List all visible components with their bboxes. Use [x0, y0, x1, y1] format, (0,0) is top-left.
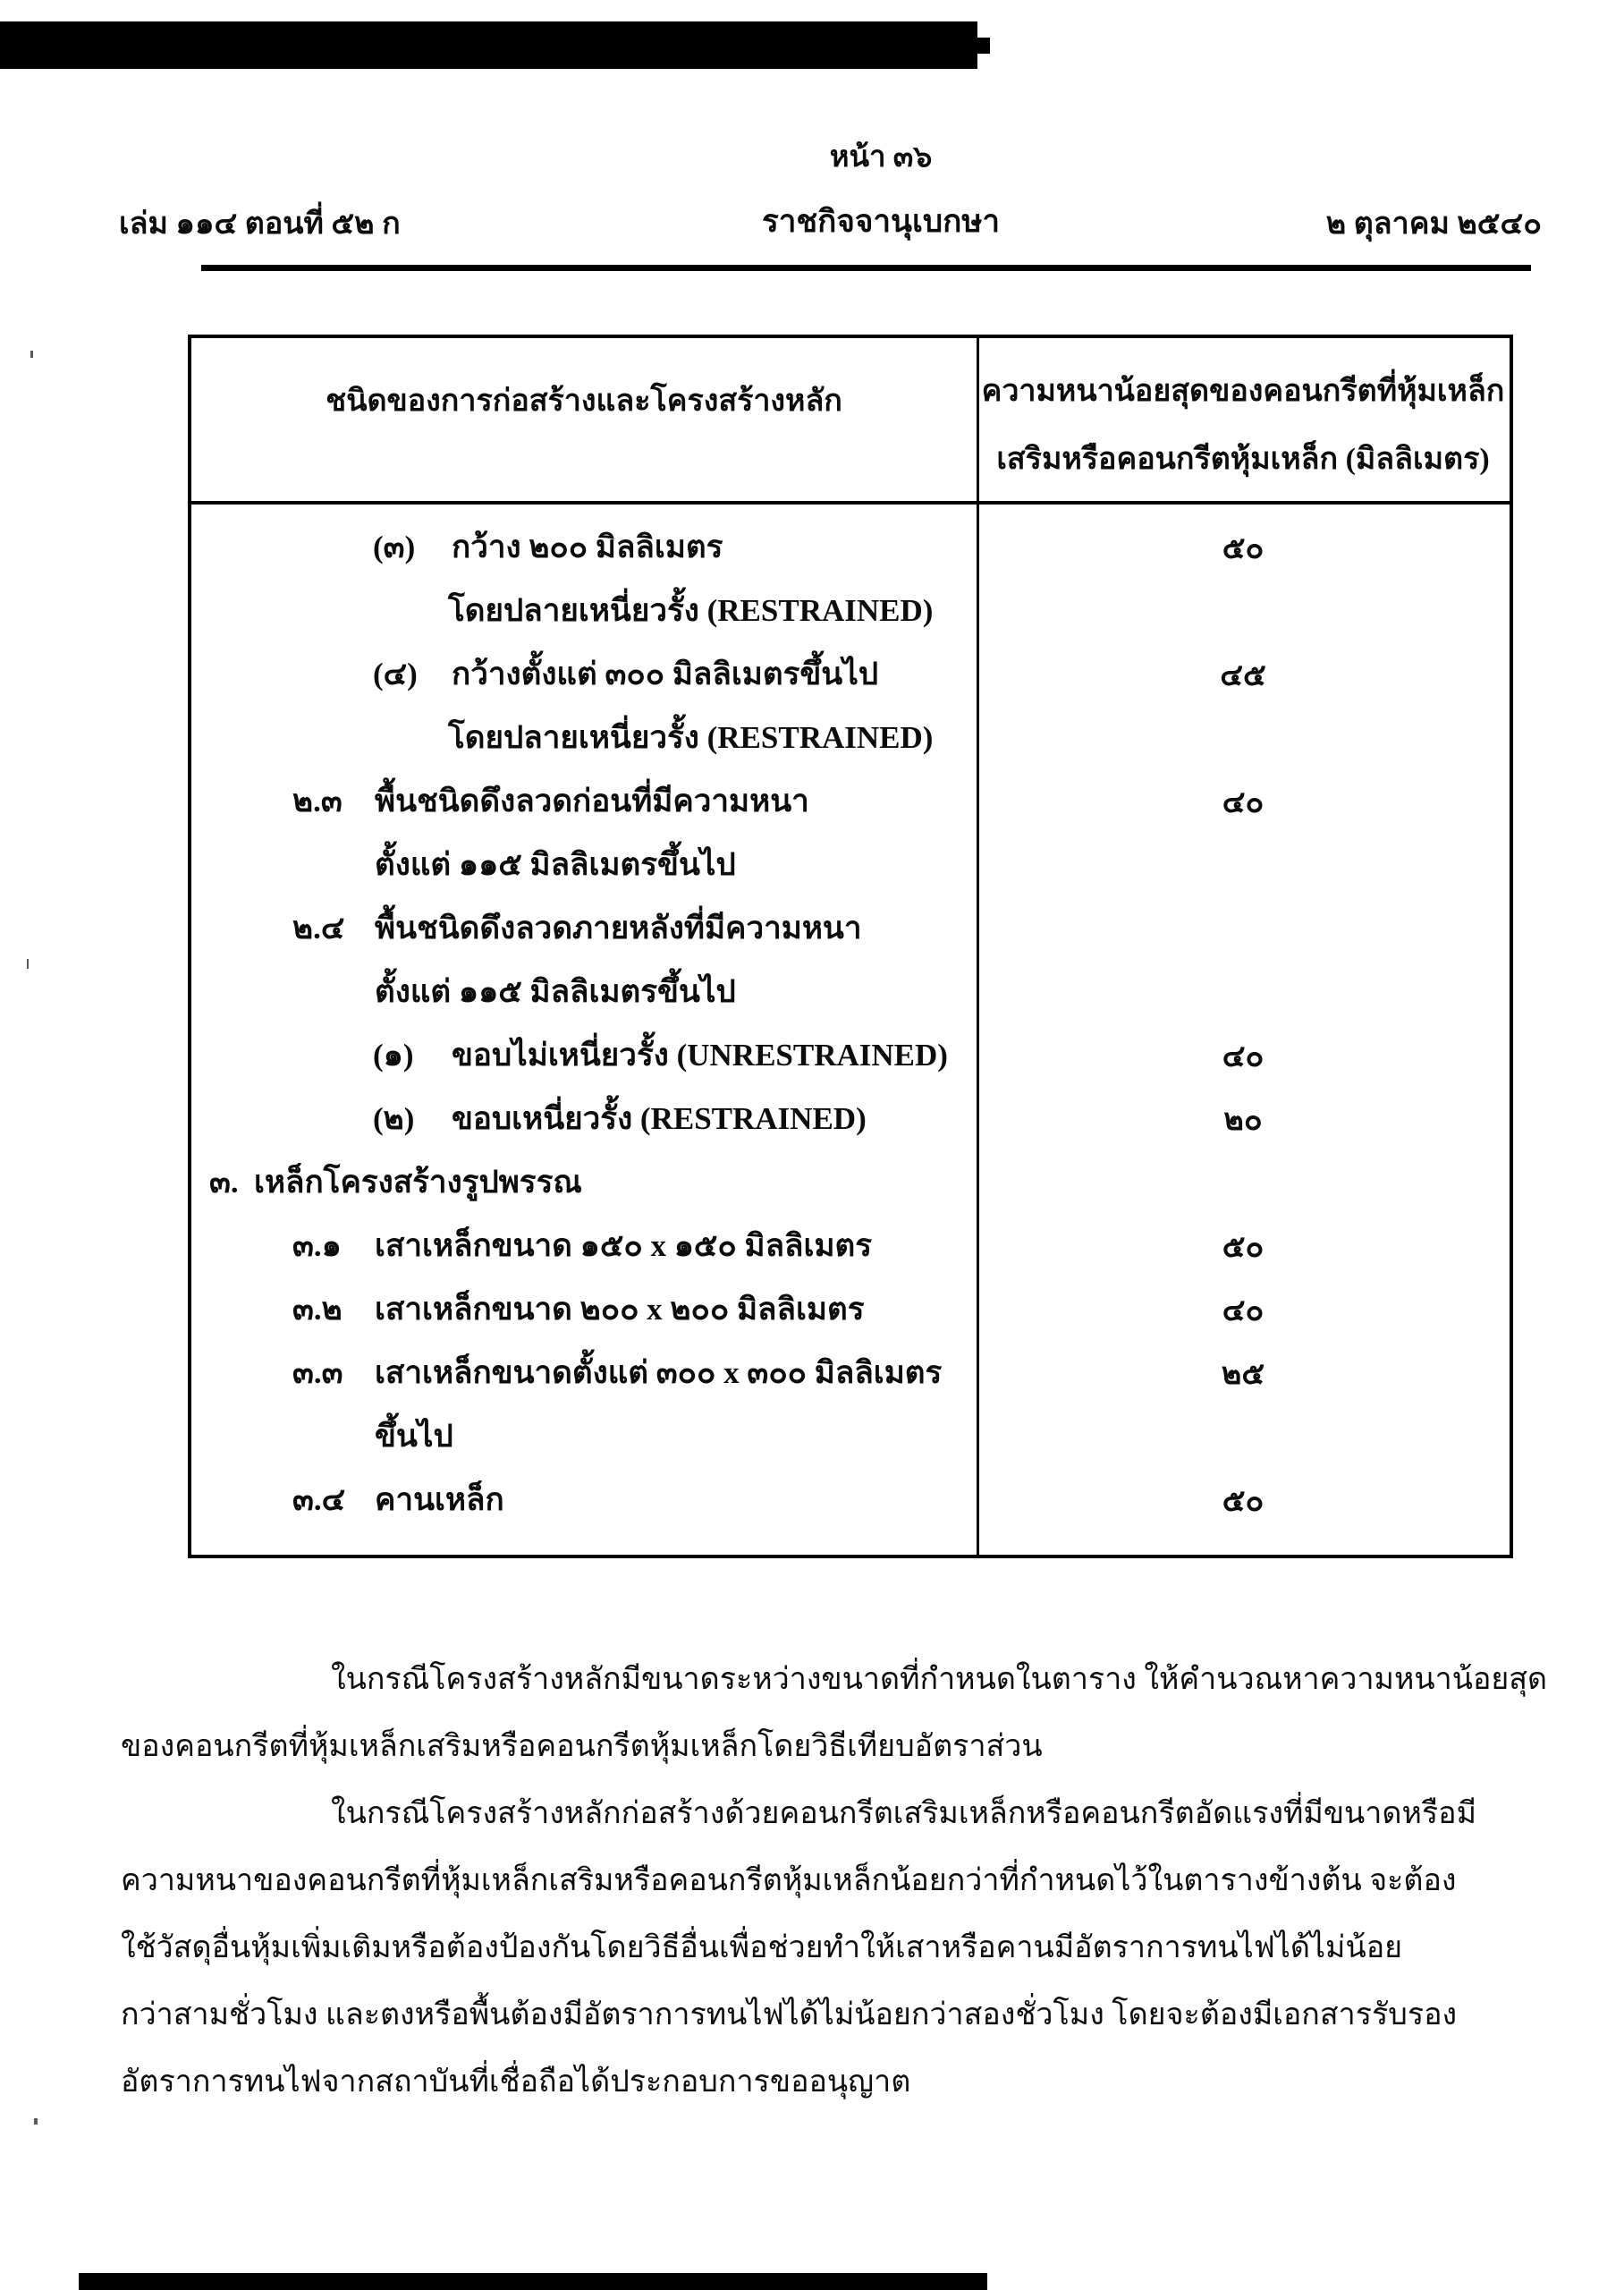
column-header-structure-type: ชนิดของการก่อสร้างและโครงสร้างหลัก	[326, 385, 842, 418]
table-row	[191, 1277, 1510, 1341]
row-label: กว้าง ๒๐๐ มิลลิเมตร	[452, 530, 723, 564]
table-row	[191, 1087, 1510, 1150]
table-row	[191, 706, 1510, 769]
paragraph-line: ความหนาของคอนกรีตที่หุ้มเหล็กเสริมหรือคอนกรีตหุ้มเหล็กน้อยกว่าที่กำหนดไว้ในตารางข้างต้น จะต้อง	[121, 1864, 1457, 1897]
table-row	[191, 515, 1510, 579]
gazette-title: ราชกิจจานุเบกษา	[761, 204, 1001, 239]
row-label: เหล็กโครงสร้างรูปพรรณ	[254, 1165, 582, 1200]
row-label: ขอบไม่เหนี่ยวรั้ง (UNRESTRAINED)	[452, 1038, 948, 1073]
table-row	[191, 769, 1510, 833]
row-number: (๑)	[373, 1038, 414, 1073]
paragraph-line: ในกรณีโครงสร้างหลักก่อสร้างด้วยคอนกรีตเสริมเหล็กหรือคอนกรีตอัดแรงที่มีขนาดหรือมี	[331, 1797, 1476, 1830]
scan-speck	[30, 351, 33, 358]
row-label: คานเหล็ก	[375, 1482, 504, 1517]
row-value: ๒๕	[1221, 1357, 1265, 1391]
row-number: ๓.๒	[292, 1292, 343, 1327]
row-label: โดยปลายเหนี่ยวรั้ง (RESTRAINED)	[448, 720, 934, 755]
row-value: ๔๕	[1220, 658, 1266, 692]
row-label: พื้นชนิดดึงลวดก่อนที่มีความหนา	[375, 784, 809, 818]
paragraph-line: ใช้วัสดุอื่นหุ้มเพิ่มเติมหรือต้องป้องกันโดยวิธีอื่นเพื่อช่วยทำให้เสาหรือคานมีอัตราการทนไฟได้ไม่น้อย	[121, 1931, 1403, 1964]
row-value: ๒๐	[1223, 1103, 1263, 1137]
row-value: ๕๐	[1222, 1230, 1265, 1264]
row-number: (๔)	[373, 657, 418, 691]
paragraph-line: กว่าสามชั่วโมง และตงหรือพื้นต้องมีอัตราการทนไฟได้ไม่น้อยกว่าสองชั่วโมง โดยจะต้องมีเอกสารรับรอง	[121, 1998, 1458, 2031]
row-value: ๕๐	[1222, 531, 1265, 565]
paragraph-line: อัตราการทนไฟจากสถาบันที่เชื่อถือได้ประกอบการขออนุญาต	[121, 2065, 911, 2099]
table-row	[191, 642, 1510, 706]
row-label: เสาเหล็กขนาด ๒๐๐ x ๒๐๐ มิลลิเมตร	[375, 1292, 865, 1327]
paragraph-line: ในกรณีโครงสร้างหลักมีขนาดระหว่างขนาดที่กำหนดในตาราง ให้คำนวณหาความหนาน้อยสุด	[331, 1663, 1548, 1696]
table-header-row	[191, 338, 1510, 505]
column-header-line2: เสริมหรือคอนกรีตหุ้มเหล็ก (มิลลิเมตร)	[996, 443, 1490, 476]
table-row	[191, 1341, 1510, 1404]
row-label: เสาเหล็กขนาด ๑๕๐ x ๑๕๐ มิลลิเมตร	[375, 1228, 873, 1263]
page-number: หน้า ๓๖	[829, 141, 933, 174]
row-number: ๓.	[209, 1165, 239, 1200]
scan-artifact-top-bar	[0, 21, 977, 69]
scan-artifact-bottom-bar	[79, 2273, 987, 2290]
row-number: ๓.๔	[292, 1482, 346, 1517]
volume-part-label: เล่ม ๑๑๔ ตอนที่ ๕๒ ก	[119, 208, 401, 241]
table-row	[191, 896, 1510, 960]
row-label: โดยปลายเหนี่ยวรั้ง (RESTRAINED)	[448, 593, 934, 628]
row-label: ตั้งแต่ ๑๑๕ มิลลิเมตรขึ้นไป	[375, 847, 736, 882]
table-row	[191, 833, 1510, 896]
row-number: ๒.๔	[292, 911, 345, 946]
row-value: ๕๐	[1222, 1484, 1265, 1518]
table-row	[191, 1023, 1510, 1087]
table-row	[191, 1404, 1510, 1468]
row-label: เสาเหล็กขนาดตั้งแต่ ๓๐๐ x ๓๐๐ มิลลิเมตร	[375, 1355, 943, 1390]
row-label: ขึ้นไป	[375, 1419, 453, 1454]
column-header-line1: ความหนาน้อยสุดของคอนกรีตที่หุ้มเหล็ก	[981, 375, 1505, 408]
table-row	[191, 579, 1510, 642]
row-number: (๒)	[373, 1101, 415, 1136]
row-number: ๓.๑	[292, 1228, 342, 1263]
row-value: ๔๐	[1222, 785, 1265, 819]
column-header-min-thickness	[977, 338, 1510, 501]
row-label: ตั้งแต่ ๑๑๕ มิลลิเมตรขึ้นไป	[375, 974, 736, 1009]
row-number: ๒.๓	[292, 784, 343, 818]
header-rule	[201, 265, 1531, 271]
row-number: (๓)	[373, 530, 416, 564]
paragraph-line: ของคอนกรีตที่หุ้มเหล็กเสริมหรือคอนกรีตหุ้มเหล็กโดยวิธีเทียบอัตราส่วน	[121, 1730, 1043, 1763]
row-label: กว้างตั้งแต่ ๓๐๐ มิลลิเมตรขึ้นไป	[452, 657, 879, 691]
row-label: พื้นชนิดดึงลวดภายหลังที่มีความหนา	[375, 911, 862, 946]
row-number: ๓.๓	[292, 1355, 343, 1390]
table-row	[191, 960, 1510, 1023]
table-row	[191, 1468, 1510, 1531]
row-value: ๔๐	[1222, 1039, 1265, 1073]
table-row	[191, 1214, 1510, 1277]
row-label: ขอบเหนี่ยวรั้ง (RESTRAINED)	[452, 1101, 867, 1136]
body-text	[121, 1646, 1548, 2116]
fire-resistance-table	[188, 335, 1513, 1558]
publish-date: ๒ ตุลาคม ๒๕๔๐	[1325, 208, 1542, 241]
scan-speck	[34, 2118, 38, 2125]
table-row	[191, 1150, 1510, 1214]
row-value: ๔๐	[1222, 1293, 1265, 1327]
scan-speck	[27, 959, 29, 969]
table-body	[191, 505, 1510, 1531]
